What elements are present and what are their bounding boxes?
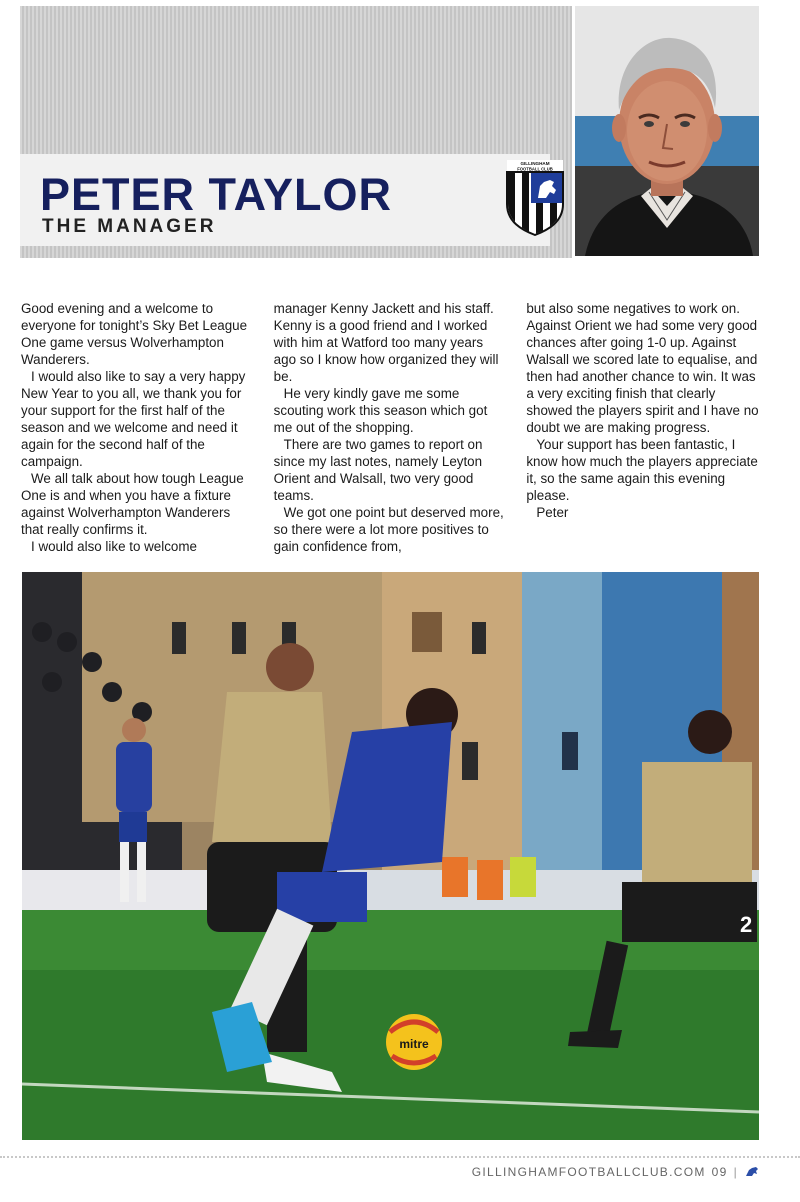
crest-text-top: GILLINGHAM [520, 161, 550, 166]
paragraph: manager Kenny Jackett and his staff. Kenny is a good friend and I worked with him at Watford too many years ago so I know how organized they will be. [273, 301, 499, 384]
manager-portrait [575, 6, 759, 256]
ball-brand: mitre [399, 1037, 429, 1051]
match-scene [22, 572, 759, 1140]
football [386, 1014, 442, 1070]
manager-role: THE MANAGER [42, 216, 217, 237]
match-photo [22, 572, 759, 1140]
manager-name: PETER TAYLOR [40, 169, 393, 220]
paragraph: I would also like to welcome [31, 539, 197, 554]
club-crest-icon [504, 158, 566, 236]
article-column-3 [526, 300, 761, 560]
footer-divider [0, 1156, 800, 1158]
paragraph: I would also like to say a very happy New Year to you all, we thank you for your support for the first half of the season and we welcome and need it again for the second half of the campaign. [21, 369, 246, 469]
title-panel [20, 154, 550, 246]
article-body [21, 300, 761, 560]
portrait-drawing [575, 6, 759, 256]
paragraph: Your support has been fantastic, I know how much the players appreciate it, so the same again this evening please. [526, 437, 758, 503]
page-number: 09 [711, 1165, 728, 1179]
paragraph: We got one point but deserved more, so there were a lot more positives to gain confidence from, [273, 505, 504, 554]
paragraph: but also some negatives to work on. Against Orient we had some very good chances after going 1-0 up. Against Walsall we scored late to equalise, and then had another chance to win. It was a very exciting finish that clearly showed the players spirit and I have no doubt we are making progress. [526, 301, 759, 435]
article-column-1 [21, 300, 256, 560]
paragraph: Good evening and a welcome to everyone for tonight’s Sky Bet League One game versus Wolverhampton Wanderers. [21, 301, 248, 367]
header-band [20, 6, 572, 258]
footer [472, 1164, 760, 1180]
paragraph: He very kindly gave me some scouting work this season which got me out of the shopping. [273, 386, 488, 435]
club-horse-icon [744, 1164, 760, 1180]
footer-site: GILLINGHAMFOOTBALLCLUB.COM [471, 1165, 706, 1179]
footer-separator: | [733, 1165, 738, 1179]
paragraph: There are two games to report on since my last notes, namely Leyton Orient and Walsall, two very good teams. [273, 437, 483, 503]
paragraph: We all talk about how tough League One is and when you have a fixture against Wolverhampton Wanderers that really confirms it. [21, 471, 244, 537]
article-column-2 [274, 300, 509, 560]
crest-text-bottom: FOOTBALL CLUB [517, 166, 553, 172]
signature: Peter [536, 505, 569, 520]
shirt-number: 2 [740, 912, 753, 937]
